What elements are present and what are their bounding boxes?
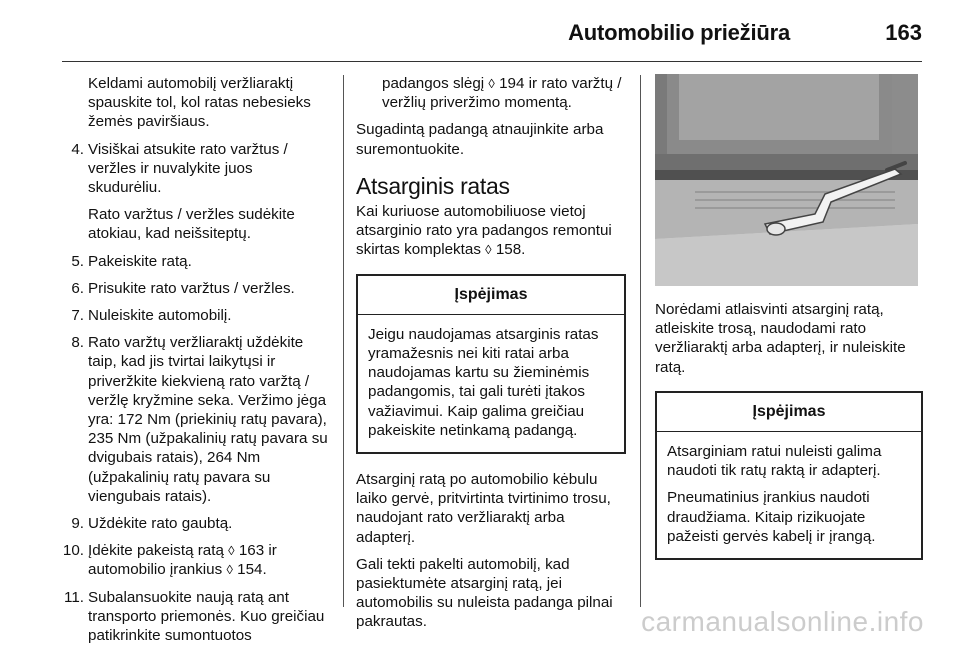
continuation-paragraph	[356, 74, 626, 112]
warning-body	[657, 432, 921, 558]
intro-paragraph	[356, 202, 626, 260]
header-divider	[62, 61, 922, 62]
column-divider-left	[343, 75, 344, 607]
step-text: Pakeiskite ratą.	[88, 252, 192, 270]
list-item	[62, 140, 330, 244]
step-text: Visiškai atsukite rato varžtus / veržles ir nuvalykite juos skudurėliu.	[88, 140, 288, 197]
list-item	[62, 541, 330, 579]
warning-box	[356, 274, 626, 454]
spare-wheel-illustration	[655, 74, 918, 286]
step-number: 4.	[71, 140, 84, 158]
step-number: 8.	[71, 334, 84, 352]
page-header-title: Automobilio priežiūra	[568, 20, 790, 45]
page-ref-icon: ◊	[485, 242, 492, 258]
continuation-text: padangos slėgį	[382, 75, 485, 92]
winch-paragraph: Atsarginį ratą po automobilio kėbulu laiko gervė, pritvirtinta tvirtinimo trosu, naudojant rato veržliaraktį arba adapterį.	[356, 471, 611, 546]
continuation-text: ir rato varžtų / veržlių priveržimo momentą.	[382, 75, 622, 112]
list-item	[62, 514, 330, 533]
step-text: Nuleiskite automobilį.	[88, 307, 232, 325]
steps-list	[62, 140, 330, 646]
warning-text: Jeigu naudojamas atsarginis ratas yramažesnis nei kiti ratai arba naudojamas kartu su žieminėmis padangomis, tai gali turėti įtakos važiavimui. Kaip galima greičiau pakeiskite netinkamą padangą.	[368, 325, 599, 439]
list-item	[62, 588, 330, 646]
step-number: 7.	[71, 307, 84, 325]
page-ref-link[interactable]: 154	[237, 561, 263, 579]
column-divider-right	[640, 75, 641, 607]
step-number: 10.	[62, 542, 84, 560]
step-number: 9.	[71, 515, 84, 533]
step-text: Uždėkite rato gaubtą.	[88, 515, 233, 533]
warning-title: Įspėjimas	[657, 393, 921, 432]
page-ref-link[interactable]: 158	[495, 241, 522, 259]
warning-body	[358, 315, 624, 452]
intro-text: Kai kuriuose automobiliuose vietoj atsarginio rato yra padangos remontui skirtas komplektas	[356, 203, 612, 259]
step-number: 11.	[64, 588, 84, 606]
section-heading: Atsarginis ratas	[356, 172, 510, 199]
wrench-on-bumper-illustration	[655, 74, 918, 286]
page-number: 163	[885, 20, 922, 45]
list-item	[62, 333, 330, 506]
page-ref-link[interactable]: 194	[499, 75, 525, 92]
warning-text: Pneumatinius įrankius naudoti draudžiama. Kitaip rizikuojate pažeisti gervės kabelį ir įrangą.	[667, 489, 876, 545]
list-item	[62, 279, 330, 298]
list-item	[62, 306, 330, 325]
page-ref-icon: ◊	[226, 562, 233, 578]
step-text: Subalansuokite naują ratą ant transporto priemonės. Kuo greičiau patikrinkite sumontuotos	[88, 588, 325, 645]
step-subtext: Rato varžtus / veržles sudėkite atokiau, kad neišsiteptų.	[88, 206, 295, 243]
step-text: Prisukite rato varžtus / veržles.	[88, 279, 295, 297]
watermark: carmanualsonline.info	[641, 606, 924, 637]
column-left	[62, 74, 330, 653]
release-paragraph: Norėdami atlaisvinti atsarginį ratą, atleiskite trosą, naudodami rato veržliaraktį arba adapterį, ir nuleiskite ratą.	[655, 301, 906, 376]
load-paragraph: Gali tekti pakelti automobilį, kad pasiektumėte atsarginį ratą, jei automobilis su nuleista padanga pilnai pakrautas.	[356, 555, 613, 631]
page-ref-icon: ◊	[488, 76, 495, 91]
page-ref-icon: ◊	[228, 543, 235, 559]
step-text: .	[262, 561, 267, 579]
column-right	[655, 74, 923, 576]
warning-text: Atsarginiam ratui nuleisti galima naudoti tik ratų raktą ir adapterį.	[667, 443, 882, 480]
warning-title: Įspėjimas	[358, 276, 624, 315]
lead-paragraph: Keldami automobilį veržliaraktį spauskite tol, kol ratas nebesieks žemės paviršiaus.	[88, 75, 311, 131]
step-text: Rato varžtų veržliaraktį uždėkite taip, kad jis tvirtai laikytųsi ir priveržkite kiekvieną rato varžtą / veržlę kryžmine seka. Veržimo jėga yra: 172 Nm (priekinių ratų pavara), 235 Nm (užpakalinių ratų pavara su dvigubais ratais), 264 Nm (užpakalinių ratų pavara su viengubais ratais).	[88, 334, 328, 505]
step-text: Įdėkite pakeistą ratą	[88, 542, 224, 560]
list-item	[62, 252, 330, 271]
step-number: 5.	[71, 252, 84, 270]
repair-paragraph: Sugadintą padangą atnaujinkite arba suremontuokite.	[356, 121, 604, 158]
step-text: ir automobilio įrankius	[88, 542, 277, 579]
column-middle	[356, 74, 626, 640]
page-ref-link[interactable]: 163	[238, 542, 265, 560]
warning-box	[655, 391, 923, 560]
step-number: 6.	[71, 279, 84, 297]
intro-text: .	[521, 241, 526, 259]
